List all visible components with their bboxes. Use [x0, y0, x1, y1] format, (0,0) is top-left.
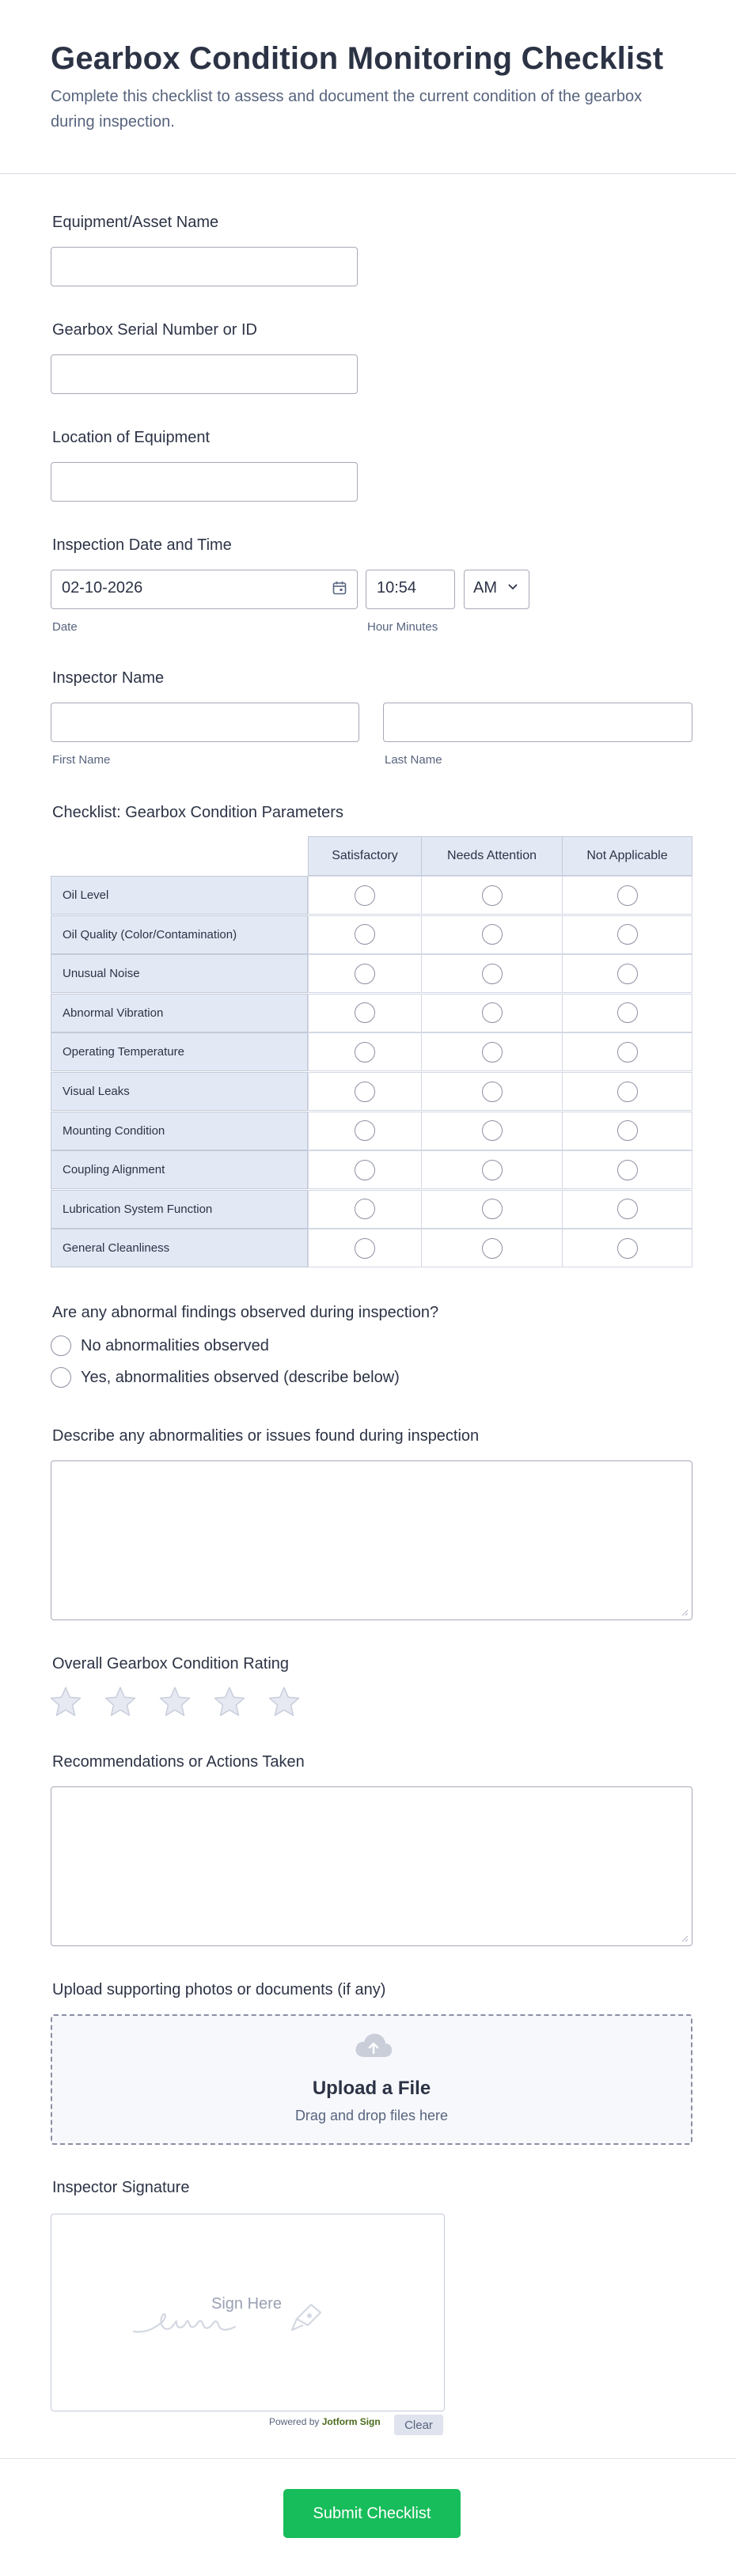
describe-label: Describe any abnormalities or issues found during inspection	[52, 1427, 480, 1445]
equipment-input[interactable]	[51, 247, 358, 286]
matrix-row-label: General Cleanliness	[51, 1229, 308, 1267]
matrix-cell[interactable]	[308, 954, 422, 993]
rating-label: Overall Gearbox Condition Rating	[52, 1655, 290, 1673]
radio-button[interactable]	[355, 1002, 375, 1023]
matrix-cell[interactable]	[562, 915, 692, 954]
radio-button[interactable]	[617, 1238, 638, 1259]
matrix-row-label: Lubrication System Function	[51, 1190, 308, 1229]
matrix-row-label: Coupling Alignment	[51, 1150, 308, 1189]
matrix-cell[interactable]	[308, 1150, 422, 1189]
findings-question: Are any abnormal findings observed during inspection?	[52, 1304, 439, 1321]
time-sublabel: Hour Minutes	[367, 620, 438, 634]
radio-button[interactable]	[355, 1160, 375, 1180]
findings-option-label: No abnormalities observed	[81, 1336, 269, 1354]
radio-button[interactable]	[355, 1042, 375, 1063]
last-name-sublabel: Last Name	[385, 753, 442, 767]
radio-button[interactable]	[482, 1160, 503, 1180]
serial-input[interactable]	[51, 354, 358, 394]
location-input[interactable]	[51, 462, 358, 502]
first-name-sublabel: First Name	[52, 753, 111, 767]
findings-option-no[interactable]	[51, 1335, 269, 1356]
datetime-label: Inspection Date and Time	[52, 536, 232, 554]
equipment-label: Equipment/Asset Name	[52, 214, 219, 231]
radio-button[interactable]	[482, 964, 503, 984]
radio-button[interactable]	[482, 885, 503, 906]
powered-prefix: Powered by	[269, 2416, 322, 2427]
radio-button[interactable]	[617, 1002, 638, 1023]
matrix-cell[interactable]	[308, 915, 422, 954]
matrix-cell[interactable]	[421, 1150, 563, 1189]
recommendations-label: Recommendations or Actions Taken	[52, 1753, 305, 1771]
matrix-cell[interactable]	[421, 1190, 563, 1229]
matrix-cell[interactable]	[308, 1032, 422, 1071]
matrix-cell[interactable]	[421, 994, 563, 1032]
signature-hint: Sign Here	[211, 2295, 282, 2313]
matrix-cell[interactable]	[421, 1112, 563, 1150]
matrix-cell[interactable]	[308, 1072, 422, 1111]
matrix-row-label: Operating Temperature	[51, 1032, 308, 1071]
matrix-cell[interactable]	[562, 994, 692, 1032]
star-icon[interactable]	[213, 1685, 246, 1718]
file-upload-dropzone[interactable]	[51, 2014, 692, 2145]
time-value: 10:54	[377, 579, 417, 597]
radio-button[interactable]	[617, 1042, 638, 1063]
matrix-cell[interactable]	[562, 1032, 692, 1071]
matrix-row-label: Unusual Noise	[51, 954, 308, 993]
matrix-cell[interactable]	[421, 954, 563, 993]
radio-button[interactable]	[617, 1082, 638, 1102]
serial-label: Gearbox Serial Number or ID	[52, 321, 257, 339]
radio-button[interactable]	[482, 1002, 503, 1023]
matrix-cell[interactable]	[562, 1112, 692, 1150]
matrix-cell[interactable]	[308, 994, 422, 1032]
radio-button[interactable]	[482, 1120, 503, 1141]
radio-button[interactable]	[355, 964, 375, 984]
upload-subtitle: Drag and drop files here	[294, 2108, 449, 2123]
matrix-cell[interactable]	[562, 1150, 692, 1189]
radio-button[interactable]	[355, 1238, 375, 1259]
matrix-cell[interactable]	[308, 1190, 422, 1229]
radio-button[interactable]	[617, 964, 638, 984]
radio-button[interactable]	[355, 885, 375, 906]
matrix-cell[interactable]	[562, 1190, 692, 1229]
page-subtitle: Complete this checklist to assess and document the current condition of the gearbox during inspection.	[51, 88, 643, 131]
radio-button[interactable]	[617, 885, 638, 906]
matrix-row-label: Abnormal Vibration	[51, 994, 308, 1032]
star-icon[interactable]	[158, 1685, 192, 1718]
powered-brand: Jotform Sign	[321, 2416, 381, 2427]
radio-button[interactable]	[482, 1199, 503, 1219]
matrix-cell[interactable]	[421, 1032, 563, 1071]
date-sublabel: Date	[52, 620, 78, 634]
matrix-column-header: Not Applicable	[562, 836, 692, 876]
radio-button[interactable]	[482, 924, 503, 945]
resize-grip-icon[interactable]	[681, 1608, 689, 1616]
matrix-cell[interactable]	[421, 876, 563, 915]
radio-button[interactable]	[482, 1082, 503, 1102]
radio-button[interactable]	[617, 1160, 638, 1180]
radio-button[interactable]	[617, 1199, 638, 1219]
matrix-cell[interactable]	[421, 915, 563, 954]
matrix-cell[interactable]	[308, 1112, 422, 1150]
location-label: Location of Equipment	[52, 429, 211, 446]
signature-pad[interactable]	[51, 2214, 445, 2411]
radio-button[interactable]	[482, 1042, 503, 1063]
matrix-cell[interactable]	[562, 1072, 692, 1111]
radio-button[interactable]	[355, 1199, 375, 1219]
matrix-title: Checklist: Gearbox Condition Parameters	[52, 804, 343, 821]
signature-label: Inspector Signature	[52, 2179, 190, 2196]
signature-placeholder-icon	[131, 2294, 352, 2341]
last-name-input[interactable]	[383, 703, 692, 742]
radio-button[interactable]	[617, 1120, 638, 1141]
powered-by-text	[269, 2416, 381, 2427]
matrix-row-label: Mounting Condition	[51, 1112, 308, 1150]
date-value: 02-10-2026	[62, 579, 143, 597]
matrix-column-header: Needs Attention	[421, 836, 563, 876]
chevron-down-icon	[507, 583, 518, 591]
matrix-cell[interactable]	[562, 954, 692, 993]
radio-button[interactable]	[355, 924, 375, 945]
matrix-row-label: Oil Quality (Color/Contamination)	[51, 915, 308, 954]
upload-title: Upload a File	[312, 2078, 431, 2099]
describe-textarea[interactable]	[51, 1460, 692, 1620]
matrix-row-label: Oil Level	[51, 876, 308, 915]
radio-button[interactable]	[51, 1335, 71, 1356]
matrix-cell[interactable]	[562, 876, 692, 915]
matrix-cell[interactable]	[562, 1229, 692, 1267]
radio-button[interactable]	[51, 1367, 71, 1388]
upload-label: Upload supporting photos or documents (if any)	[52, 1981, 386, 1998]
matrix-cell[interactable]	[308, 1229, 422, 1267]
star-icon[interactable]	[104, 1685, 137, 1718]
matrix-cell[interactable]	[421, 1072, 563, 1111]
inspector-label: Inspector Name	[52, 669, 165, 687]
page-title: Gearbox Condition Monitoring Checklist	[51, 41, 664, 76]
matrix-row-label: Visual Leaks	[51, 1072, 308, 1111]
ampm-value: AM	[473, 579, 497, 597]
recommendations-textarea[interactable]	[51, 1786, 692, 1946]
findings-option-label: Yes, abnormalities observed (describe below)	[81, 1368, 400, 1386]
findings-option-yes[interactable]	[51, 1367, 400, 1388]
star-icon[interactable]	[49, 1685, 82, 1718]
form-header	[0, 0, 736, 174]
clear-signature-button[interactable]: Clear	[394, 2415, 443, 2435]
first-name-input[interactable]	[51, 703, 359, 742]
submit-button[interactable]: Submit Checklist	[283, 2489, 461, 2538]
radio-button[interactable]	[355, 1120, 375, 1141]
resize-grip-icon[interactable]	[681, 1934, 689, 1942]
radio-button[interactable]	[617, 924, 638, 945]
cloud-upload-icon	[353, 2030, 394, 2062]
matrix-column-header: Satisfactory	[308, 836, 422, 876]
matrix-cell[interactable]	[421, 1229, 563, 1267]
calendar-icon[interactable]	[332, 581, 347, 595]
star-icon[interactable]	[267, 1685, 301, 1718]
radio-button[interactable]	[355, 1082, 375, 1102]
matrix-cell[interactable]	[308, 876, 422, 915]
radio-button[interactable]	[482, 1238, 503, 1259]
